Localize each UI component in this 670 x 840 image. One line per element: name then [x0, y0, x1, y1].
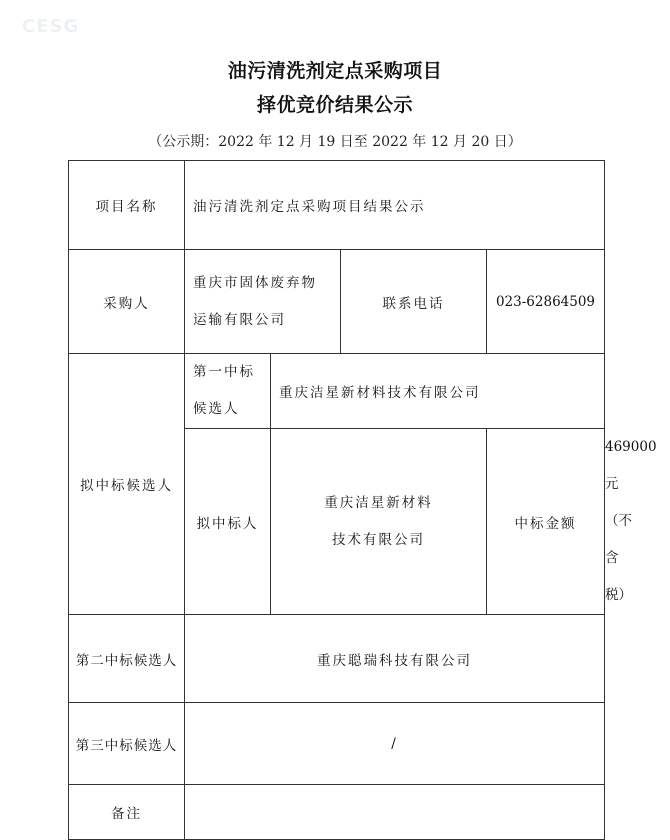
result-table: [68, 160, 657, 840]
contact-value: 023-62864509: [487, 250, 605, 354]
amount-label: 中标金额: [487, 429, 605, 615]
third-candidate-value: /: [185, 703, 605, 785]
project-name-value: 油污清洗剂定点采购项目结果公示: [185, 161, 605, 250]
row-project-name: [69, 161, 605, 250]
first-candidate-label: [185, 354, 271, 429]
purchaser-line-2: 运输有限公司: [193, 311, 286, 328]
second-candidate-value: 重庆聪瑞科技有限公司: [185, 615, 605, 703]
candidate-label: 拟中标候选人: [69, 354, 185, 615]
remarks-label: 备注: [69, 785, 185, 840]
first-candidate-value: 重庆洁星新材料技术有限公司: [271, 354, 605, 429]
title-line-1: 油污清洗剂定点采购项目: [227, 60, 443, 82]
proposed-winner-value: [271, 429, 487, 615]
row-first-candidate: [69, 354, 605, 429]
title-line-2: 择优竞价结果公示: [256, 94, 413, 116]
third-candidate-label: 第三中标候选人: [69, 703, 185, 785]
proposed-winner-line-2: 技术有限公司: [332, 531, 425, 548]
watermark-logo: CESG: [22, 16, 80, 37]
row-remarks: [69, 785, 605, 840]
publicity-period: （公示期：2022 年 12 月 19 日至 2022 年 12 月 20 日）: [148, 134, 522, 150]
proposed-winner-line-1: 重庆洁星新材料: [324, 494, 433, 511]
row-second-candidate: [69, 615, 605, 703]
first-candidate-label-line-2: 候选人: [193, 401, 240, 417]
contact-label: 联系电话: [341, 250, 487, 354]
proposed-winner-label: 拟中标人: [185, 429, 271, 615]
purchaser-value: [185, 250, 341, 354]
second-candidate-label: 第二中标候选人: [69, 615, 185, 703]
row-purchaser: [69, 250, 605, 354]
project-name-label: 项目名称: [69, 161, 185, 250]
purchaser-line-1: 重庆市固体废弃物: [193, 274, 317, 291]
row-third-candidate: [69, 703, 605, 785]
row-proposed-winner: 拟中标人 重庆洁星新材料 技术有限公司 中标金额 469000 元 （不含税）: [69, 429, 605, 615]
purchaser-label: 采购人: [69, 250, 185, 354]
first-candidate-label-line-1: 第一中标: [193, 364, 255, 380]
remarks-value: [185, 785, 605, 840]
